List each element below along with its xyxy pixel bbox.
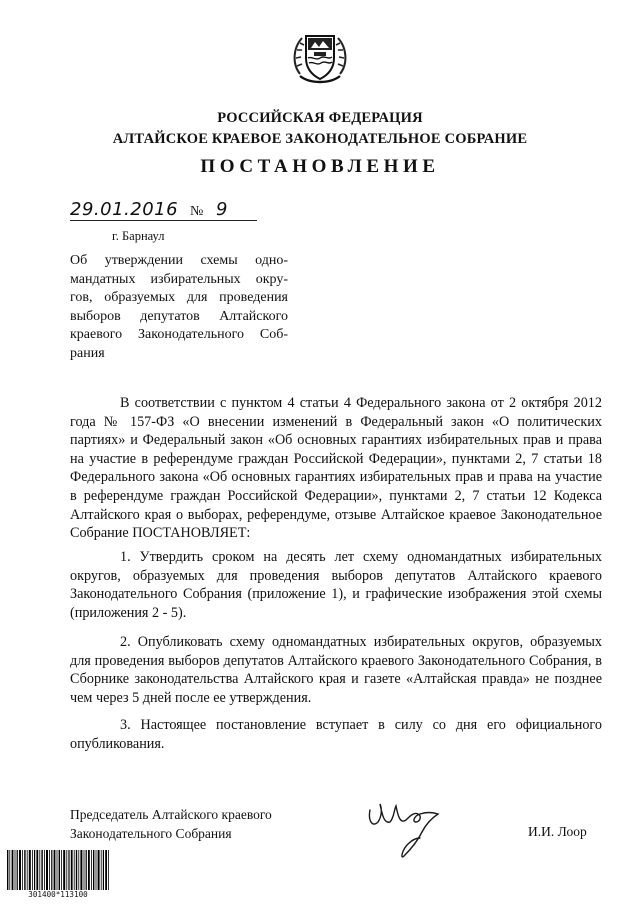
subject-line: краевого Законодательного Соб- [70, 327, 288, 343]
subject-line: выборов депутатов Алтайского [70, 308, 288, 324]
date-number-row [70, 196, 270, 230]
resolution-item-3: 3. Настоящее постановление вступает в силу со дня его официального опубликования. [70, 717, 602, 752]
header-country: РОССИЙСКАЯ ФЕДЕРАЦИЯ [217, 110, 423, 126]
number-underline [213, 220, 257, 221]
document-date: 29.01.2016 [70, 199, 179, 220]
subject-line: Об утверждении схемы одно- [70, 253, 288, 268]
header-assembly: АЛТАЙСКОЕ КРАЕВОЕ ЗАКОНОДАТЕЛЬНОЕ СОБРАНИЕ [112, 131, 528, 147]
document-title: ПОСТАНОВЛЕНИЕ [200, 156, 440, 177]
barcode [6, 850, 110, 900]
document-subject [70, 252, 288, 364]
barcode-digits: 301400*113100 [6, 890, 110, 899]
signer-position-line: Председатель Алтайского краевого [70, 807, 272, 822]
handwritten-signature [364, 796, 446, 864]
date-underline [70, 220, 235, 221]
subject-line: гов, образуемых для проведения [70, 290, 288, 306]
signer-position-line: Законодательного Собрания [70, 826, 232, 841]
barcode-icon [6, 850, 110, 890]
signer-position [70, 805, 272, 843]
preamble-paragraph: В соответствии с пунктом 4 статьи 4 Федерального закона от 2 октября 2012 года № 157-ФЗ «О внесении изменений в Федеральный закон «О политических партиях» и Федеральный закон «Об основных гарантиях избирательных прав и права на участие в референдуме граждан Российской Федерации», пунктами 2, 7 статьи 18 Федерального закона «Об основных гарантиях избирательных прав и права на участие в референдуме граждан Российской Федерации», пунктами 2, 7 статьи 12 Кодекса Алтайского края о выборах, референдуме, отзыве Алтайское краевое Законодательное Собрание ПОСТАНОВЛЯЕТ: [70, 395, 602, 542]
document-city: г. Барнаул [112, 229, 165, 243]
resolution-item-2: 2. Опубликовать схему одномандатных избирательных округов, образуемых для проведения выборов депутатов Алтайского краевого Законодательного Собрания, в Сборнике законодательства Алтайского края и газете «Алтайская правда» не позднее чем через 5 дней после ее утверждения. [70, 634, 602, 706]
number-sign: № [190, 204, 204, 219]
document-number: 9 [216, 199, 228, 220]
coat-of-arms-icon [290, 28, 350, 88]
signer-name: И.И. Лоор [528, 824, 587, 839]
resolution-item-1: 1. Утвердить сроком на десять лет схему одномандатных избирательных округов, образуемых для проведения выборов депутатов Алтайского краевого Законодательного Собрания (приложение 1), и графические изображения этой схемы (приложения 2 - 5). [70, 549, 602, 621]
subject-line: мандатных избирательных окру- [70, 271, 288, 287]
subject-line: рания [70, 345, 105, 361]
